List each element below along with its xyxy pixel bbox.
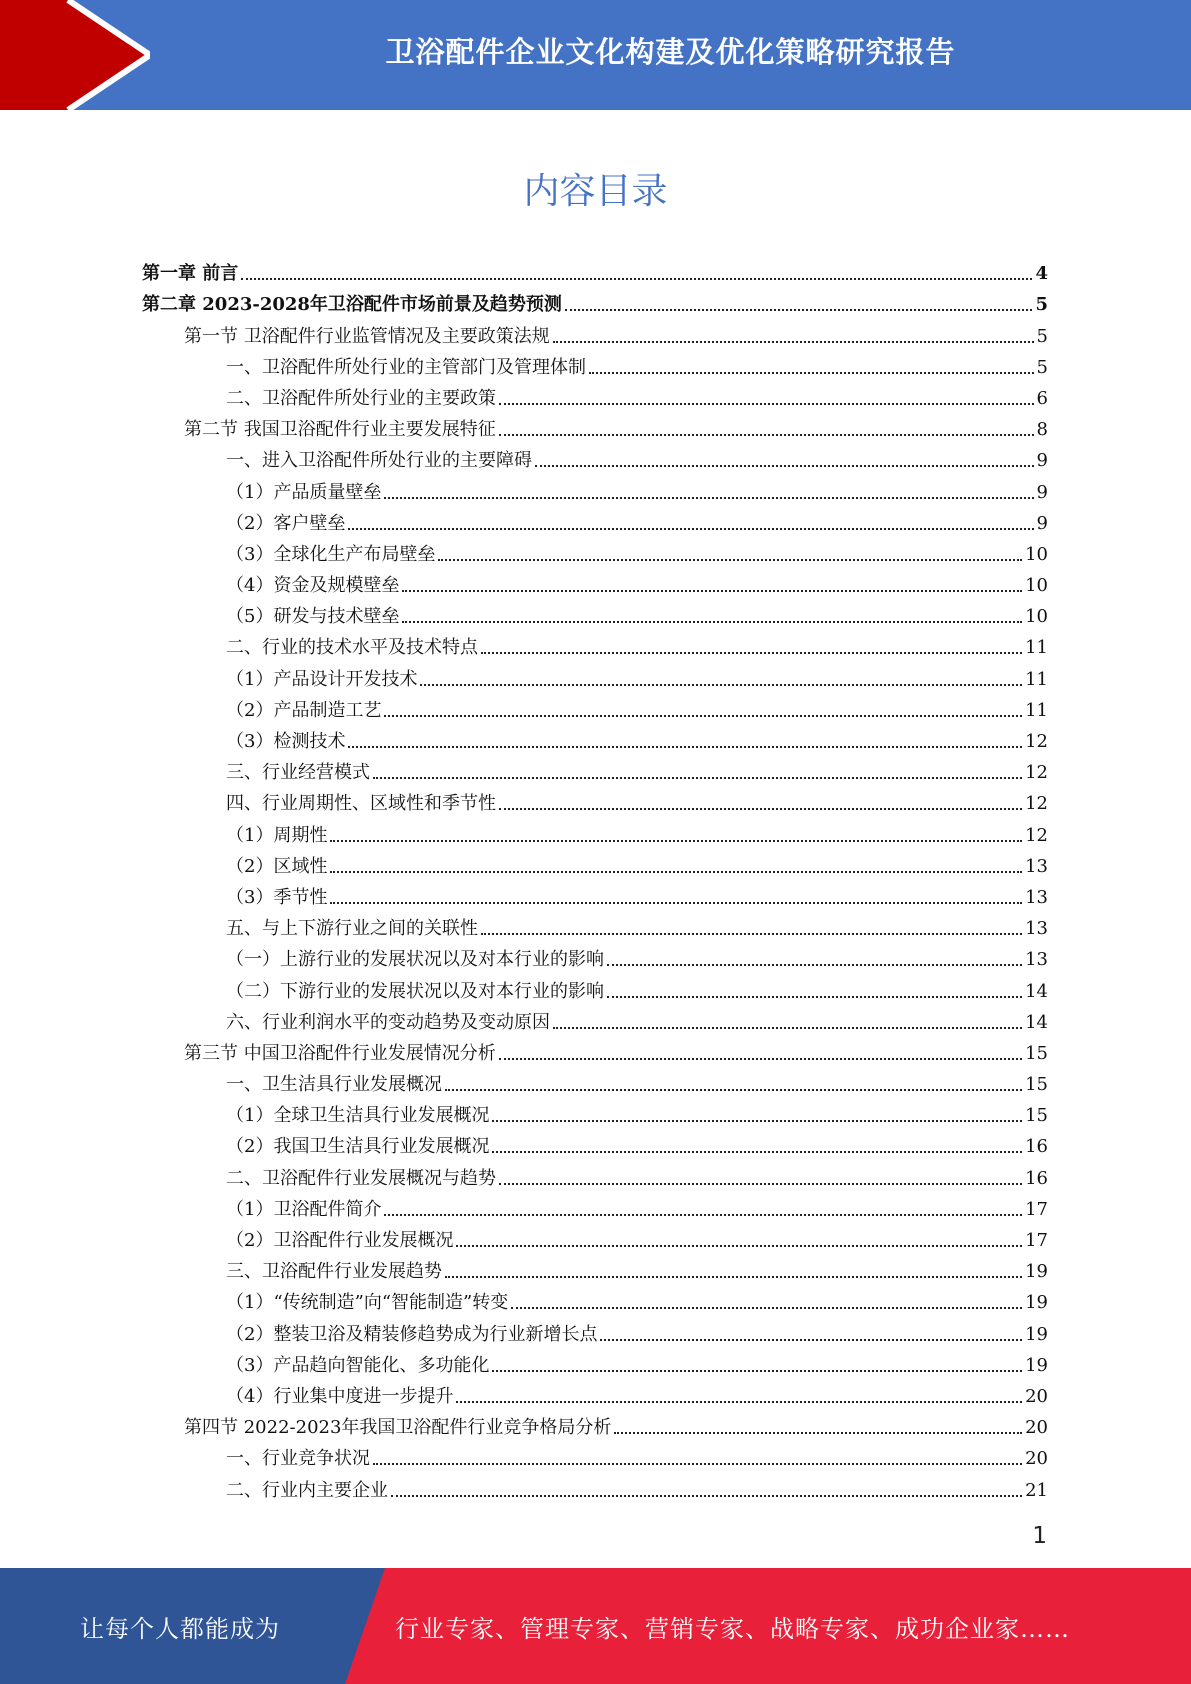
toc-entry-label: 第四节 2022-2023年我国卫浴配件行业竞争格局分析 (184, 1417, 612, 1439)
toc-entry-label: （2）整装卫浴及精装修趋势成为行业新增长点 (226, 1323, 598, 1345)
footer-banner (0, 1568, 1191, 1684)
toc-list (0, 254, 1191, 1502)
toc-entry-page: 19 (1025, 1292, 1048, 1314)
toc-entry[interactable] (0, 1065, 1191, 1096)
toc-entry[interactable] (0, 504, 1191, 535)
toc-dot-leader (420, 684, 1022, 686)
toc-entry-label: （4）行业集中度进一步提升 (226, 1385, 454, 1407)
toc-entry-page: 16 (1025, 1136, 1048, 1158)
toc-dot-leader (445, 1276, 1022, 1278)
toc-entry-page: 4 (1035, 263, 1048, 285)
toc-entry-page: 6 (1036, 387, 1048, 409)
toc-entry-page: 20 (1025, 1385, 1048, 1407)
toc-entry-page: 11 (1025, 668, 1048, 690)
toc-entry-label: （1）产品质量壁垒 (226, 481, 382, 503)
toc-entry-label: （4）资金及规模壁垒 (226, 575, 400, 597)
toc-entry[interactable] (0, 1283, 1191, 1314)
toc-entry-page: 13 (1025, 918, 1048, 940)
toc-entry[interactable] (0, 348, 1191, 379)
toc-entry[interactable] (0, 1377, 1191, 1408)
toc-entry-page: 13 (1025, 855, 1048, 877)
toc-entry-label: 三、行业经营模式 (226, 762, 370, 784)
toc-entry-label: 四、行业周期性、区域性和季节性 (226, 793, 496, 815)
toc-entry-page: 9 (1036, 481, 1048, 503)
toc-entry-page: 5 (1035, 294, 1048, 316)
toc-entry[interactable] (0, 1408, 1191, 1439)
toc-dot-leader (589, 372, 1034, 374)
toc-dot-leader (492, 1370, 1022, 1372)
toc-entry-label: 第一节 卫浴配件行业监管情况及主要政策法规 (184, 325, 550, 347)
toc-dot-leader (499, 1183, 1022, 1185)
toc-dot-leader (456, 1401, 1022, 1403)
toc-entry-label: （2）区域性 (226, 855, 328, 877)
toc-entry-page: 11 (1025, 637, 1048, 659)
toc-dot-leader (499, 1058, 1022, 1060)
toc-entry-page: 19 (1025, 1354, 1048, 1376)
page-number: 1 (1032, 1523, 1047, 1549)
header-banner (0, 0, 1191, 110)
toc-entry-label: 第二章 2023-2028年卫浴配件市场前景及趋势预测 (142, 294, 562, 316)
toc-entry-page: 16 (1025, 1167, 1048, 1189)
toc-entry-page: 10 (1025, 575, 1048, 597)
toc-entry[interactable] (0, 691, 1191, 722)
toc-dot-leader (402, 621, 1022, 623)
toc-entry-page: 10 (1025, 606, 1048, 628)
toc-dot-leader (535, 465, 1034, 467)
toc-entry[interactable] (0, 379, 1191, 410)
toc-entry-label: 第二节 我国卫浴配件行业主要发展特征 (184, 419, 496, 441)
toc-dot-leader (600, 1339, 1022, 1341)
toc-dot-leader (481, 652, 1022, 654)
toc-dot-leader (499, 808, 1022, 810)
toc-entry-page: 13 (1025, 886, 1048, 908)
toc-entry[interactable] (0, 847, 1191, 878)
toc-entry-page: 13 (1025, 949, 1048, 971)
toc-entry-page: 10 (1025, 543, 1048, 565)
toc-entry-label: （2）客户壁垒 (226, 512, 346, 534)
toc-entry[interactable] (0, 815, 1191, 846)
toc-entry-label: （1）全球卫生洁具行业发展概况 (226, 1105, 490, 1127)
toc-entry-label: 第三节 中国卫浴配件行业发展情况分析 (184, 1042, 496, 1064)
toc-entry-label: 一、卫浴配件所处行业的主管部门及管理体制 (226, 356, 586, 378)
toc-entry-label: （一）上游行业的发展状况以及对本行业的影响 (226, 949, 604, 971)
toc-dot-leader (348, 746, 1022, 748)
report-title: 卫浴配件企业文化构建及优化策略研究报告 (385, 34, 956, 69)
toc-entry-page: 19 (1025, 1323, 1048, 1345)
footer-slogan-left: 让每个人都能成为 (80, 1614, 280, 1643)
toc-dot-leader (492, 1151, 1022, 1153)
toc-entry-label: （3）检测技术 (226, 731, 346, 752)
toc-entry[interactable] (0, 285, 1191, 316)
toc-entry[interactable] (0, 566, 1191, 597)
toc-entry[interactable] (0, 441, 1191, 472)
toc-entry-label: （5）研发与技术壁垒 (226, 606, 400, 628)
toc-entry-label: 三、卫浴配件行业发展趋势 (226, 1261, 442, 1283)
toc-entry[interactable] (0, 940, 1191, 971)
toc-entry[interactable] (0, 1127, 1191, 1158)
toc-entry-label: （1）周期性 (226, 824, 328, 846)
toc-dot-leader (402, 590, 1022, 592)
toc-dot-leader (481, 933, 1022, 935)
toc-dot-leader (373, 777, 1022, 779)
toc-entry[interactable] (0, 1346, 1191, 1377)
toc-entry[interactable] (0, 316, 1191, 347)
toc-entry-label: 二、行业内主要企业 (226, 1479, 388, 1501)
toc-entry-label: 五、与上下游行业之间的关联性 (226, 918, 478, 940)
toc-entry[interactable] (0, 909, 1191, 940)
toc-entry[interactable] (0, 722, 1191, 753)
toc-dot-leader (553, 341, 1034, 343)
toc-entry-page: 14 (1025, 1011, 1048, 1033)
toc-entry-page: 9 (1036, 450, 1048, 472)
toc-entry-page: 15 (1025, 1042, 1048, 1064)
toc-dot-leader (456, 1245, 1022, 1247)
toc-entry-label: （3）产品趋向智能化、多功能化 (226, 1354, 490, 1376)
toc-entry-page: 20 (1025, 1448, 1048, 1470)
toc-dot-leader (384, 497, 1033, 499)
toc-entry[interactable] (0, 878, 1191, 909)
toc-entry-label: （2）我国卫生洁具行业发展概况 (226, 1136, 490, 1158)
toc-entry-label: 二、行业的技术水平及技术特点 (226, 637, 478, 659)
toc-dot-leader (373, 1463, 1022, 1465)
toc-entry-label: 二、卫浴配件行业发展概况与趋势 (226, 1167, 496, 1189)
toc-dot-leader (241, 278, 1032, 280)
toc-entry[interactable] (0, 1439, 1191, 1470)
toc-dot-leader (492, 1120, 1022, 1122)
toc-dot-leader (330, 902, 1022, 904)
toc-entry-page: 20 (1025, 1417, 1048, 1439)
toc-entry[interactable] (0, 659, 1191, 690)
toc-entry[interactable] (0, 597, 1191, 628)
toc-dot-leader (384, 715, 1022, 717)
toc-dot-leader (511, 1307, 1022, 1309)
toc-entry[interactable] (0, 472, 1191, 503)
toc-entry-page: 17 (1025, 1230, 1048, 1251)
toc-entry[interactable] (0, 753, 1191, 784)
toc-dot-leader (330, 871, 1022, 873)
toc-dot-leader (553, 1027, 1022, 1029)
toc-dot-leader (384, 1214, 1022, 1216)
header-arrow-decoration (0, 0, 150, 110)
toc-entry-label: （3）季节性 (226, 886, 328, 908)
toc-entry-label: （1）卫浴配件简介 (226, 1198, 382, 1220)
toc-entry-page: 21 (1025, 1479, 1048, 1501)
toc-entry-label: 第一章 前言 (142, 263, 239, 285)
toc-dot-leader (438, 559, 1022, 561)
toc-entry[interactable] (0, 784, 1191, 815)
toc-entry-page: 15 (1025, 1074, 1048, 1096)
toc-entry-page: 5 (1036, 356, 1048, 378)
toc-entry-page: 14 (1025, 980, 1048, 1002)
toc-entry-page: 17 (1025, 1198, 1048, 1220)
toc-entry-page: 19 (1025, 1261, 1048, 1283)
toc-dot-leader (348, 528, 1033, 530)
toc-dot-leader (445, 1089, 1022, 1091)
toc-dot-leader (391, 1495, 1022, 1497)
toc-dot-leader (499, 403, 1034, 405)
toc-entry[interactable] (0, 1314, 1191, 1345)
toc-dot-leader (607, 964, 1022, 966)
toc-dot-leader (499, 434, 1034, 436)
toc-entry[interactable] (0, 410, 1191, 441)
toc-dot-leader (565, 309, 1033, 311)
toc-entry[interactable] (0, 254, 1191, 285)
toc-entry-label: 一、进入卫浴配件所处行业的主要障碍 (226, 450, 532, 472)
toc-entry[interactable] (0, 1158, 1191, 1189)
toc-entry[interactable] (0, 1096, 1191, 1127)
toc-entry-label: （1）产品设计开发技术 (226, 668, 418, 690)
toc-entry-page: 5 (1036, 325, 1048, 347)
toc-entry-label: （2）卫浴配件行业发展概况 (226, 1230, 454, 1251)
toc-entry-label: （2）产品制造工艺 (226, 699, 382, 721)
toc-entry-page: 12 (1025, 793, 1048, 815)
footer-slogan-right: 行业专家、管理专家、营销专家、战略专家、成功企业家…… (395, 1614, 1070, 1643)
toc-entry-label: （1）“传统制造”向“智能制造”转变 (226, 1292, 509, 1314)
toc-entry-page: 15 (1025, 1105, 1048, 1127)
toc-entry-label: 六、行业利润水平的变动趋势及变动原因 (226, 1011, 550, 1033)
toc-dot-leader (614, 1432, 1022, 1434)
toc-entry-page: 12 (1025, 731, 1048, 752)
toc-dot-leader (330, 840, 1022, 842)
toc-entry-page: 9 (1036, 512, 1048, 534)
toc-entry-label: 一、卫生洁具行业发展概况 (226, 1074, 442, 1096)
toc-entry-page: 8 (1036, 419, 1048, 441)
toc-entry[interactable] (0, 1190, 1191, 1221)
toc-entry-label: （二）下游行业的发展状况以及对本行业的影响 (226, 980, 604, 1002)
toc-entry-label: 二、卫浴配件所处行业的主要政策 (226, 387, 496, 409)
toc-entry-label: （3）全球化生产布局壁垒 (226, 543, 436, 565)
toc-entry-label: 一、行业竞争状况 (226, 1448, 370, 1470)
toc-entry[interactable] (0, 1252, 1191, 1283)
toc-entry[interactable] (0, 628, 1191, 659)
toc-entry-page: 12 (1025, 824, 1048, 846)
toc-entry[interactable] (0, 1470, 1191, 1501)
toc-entry[interactable] (0, 1003, 1191, 1034)
toc-heading: 内容目录 (523, 171, 668, 212)
toc-dot-leader (607, 996, 1022, 998)
toc-entry-page: 12 (1025, 762, 1048, 784)
toc-entry[interactable] (0, 1034, 1191, 1065)
toc-entry[interactable] (0, 535, 1191, 566)
toc-entry[interactable] (0, 1221, 1191, 1252)
toc-entry-page: 11 (1025, 699, 1048, 721)
toc-entry[interactable] (0, 971, 1191, 1002)
